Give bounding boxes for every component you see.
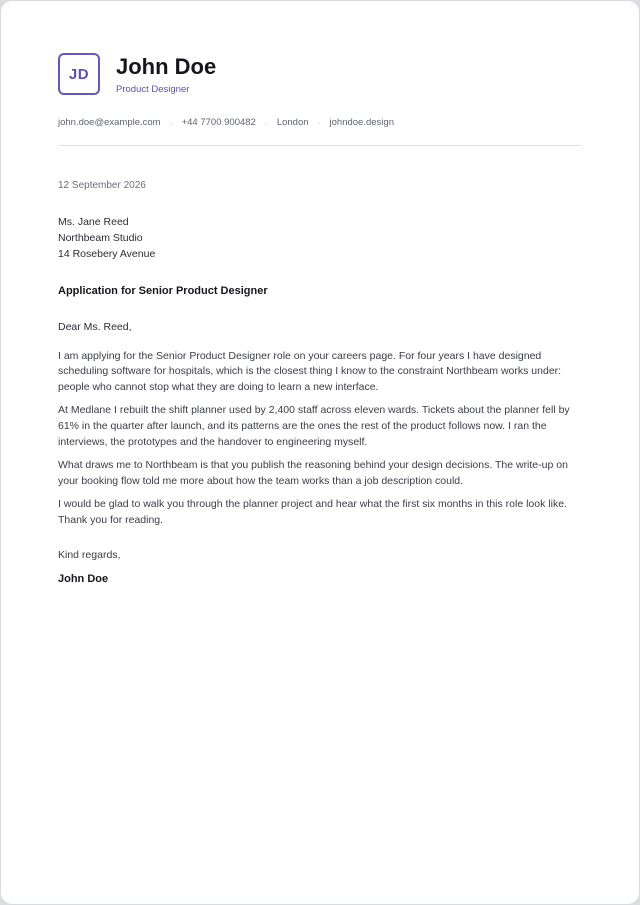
contact-separator: · [169, 117, 173, 128]
recipient-name: Ms. Jane Reed [58, 216, 129, 228]
body-paragraph: What draws me to Northbeam is that you publish the reasoning behind your design decisions. The write-up on your booking flow told me more about how the team works than a job description could. [58, 459, 568, 487]
sender-name: John Doe [116, 54, 217, 79]
body-paragraph: I am applying for the Senior Product Designer role on your careers page. For four years I have designed scheduling software for hospitals, which is the closest thing I know to the constraint Northbeam works under: people who cannot stop what they are doing to learn a new interface. [58, 349, 562, 393]
recipient-block [58, 214, 155, 262]
contact-separator: · [317, 117, 321, 128]
contact-phone[interactable]: +44 7700 900482 [181, 117, 256, 128]
letter-signature: John Doe [58, 573, 109, 585]
letter-body [58, 320, 586, 537]
contact-separator: · [264, 117, 268, 128]
letter-subject: Application for Senior Product Designer [58, 285, 268, 297]
letter-closing: Kind regards, [58, 549, 121, 561]
letter-greeting: Dear Ms. Reed, [58, 321, 132, 333]
name-block [116, 53, 216, 95]
recipient-company: Northbeam Studio [58, 232, 143, 244]
monogram-badge: JD [58, 53, 100, 95]
header-divider [58, 145, 582, 146]
body-paragraph: I would be glad to walk you through the planner project and hear what the first six months in this role look like. Thank you for reading. [58, 498, 567, 526]
contact-website[interactable]: johndoe.design [329, 117, 394, 128]
body-paragraph: At Medlane I rebuilt the shift planner used by 2,400 staff across eleven wards. Tickets about the planner fell by 61% in the quarter after launch, and its patterns are the ones the rest of the product follows now. I ran the interviews, the prototypes and the handover to engineering myself. [58, 404, 570, 448]
contact-line [58, 117, 394, 128]
letter-date: 12 September 2026 [58, 180, 146, 191]
sender-title: Product Designer [116, 84, 190, 95]
recipient-address: 14 Rosebery Avenue [58, 248, 156, 260]
contact-email[interactable]: john.doe@example.com [58, 117, 161, 128]
contact-location: London [276, 117, 309, 128]
letter-header [58, 53, 216, 95]
